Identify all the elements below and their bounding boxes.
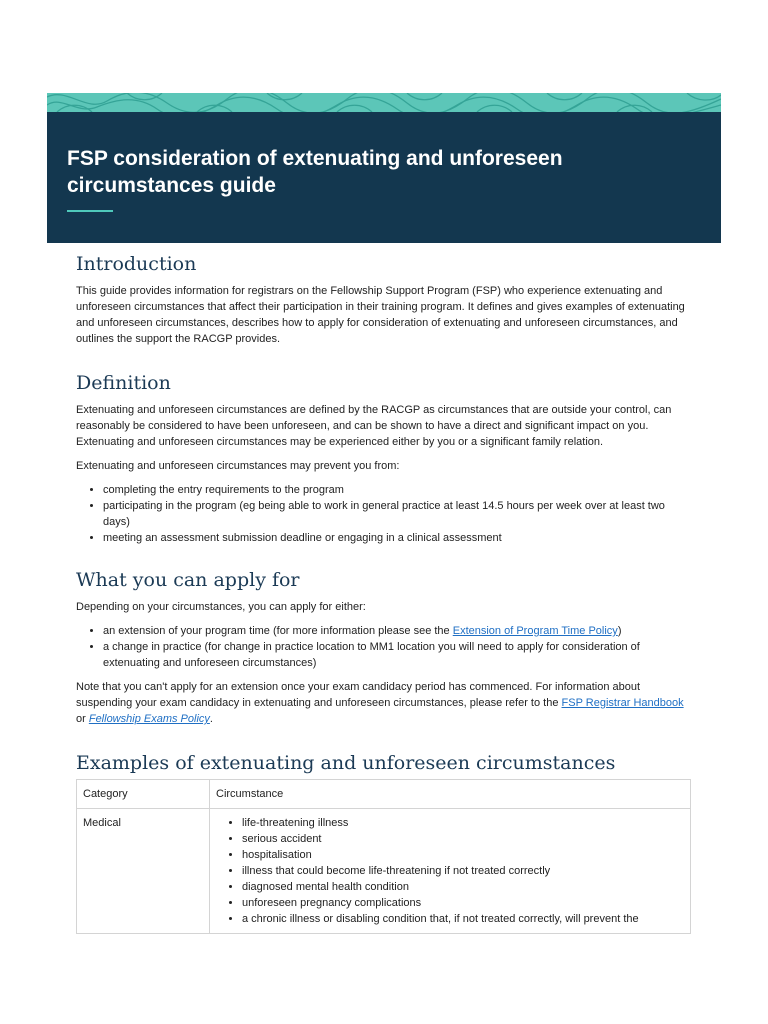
title-underline	[67, 210, 113, 212]
examples-heading: Examples of extenuating and unforeseen circumstances	[76, 752, 616, 774]
list-item: • meeting an assessment submission deadline or engaging in a clinical assessment	[103, 530, 691, 546]
list-item: • a chronic illness or disabling condition that, if not treated correctly, will prevent the	[242, 911, 684, 927]
introduction-section	[76, 252, 691, 347]
page-title: FSP consideration of extenuating and unforeseen circumstances guide	[67, 147, 563, 197]
list-item: • completing the entry requirements to the program	[103, 482, 691, 498]
table-header-row	[77, 780, 691, 809]
definition-section	[76, 371, 691, 546]
category-column-header: Category	[77, 780, 210, 809]
apply-heading: What you can apply for	[76, 569, 300, 591]
list-item	[103, 623, 691, 639]
item-text: an extension of your program time (for more information please see the	[103, 625, 453, 637]
circumstance-cell	[210, 809, 691, 934]
category-cell: Medical	[77, 809, 210, 934]
list-item: • life-threatening illness	[242, 815, 684, 831]
main-content	[76, 252, 691, 934]
note-text: Note that you can't apply for an extension once your exam candidacy period has commenced. For information about suspending your exam candidacy in extenuating and unforeseen circumstances, please refer to the	[76, 681, 641, 709]
list-item: • a change in practice (for change in practice location to MM1 location you will need to apply for consideration of extenuating and unforeseen circumstances)	[103, 639, 691, 671]
definition-heading: Definition	[76, 372, 171, 394]
list-item: • serious accident	[242, 831, 684, 847]
title-banner	[47, 112, 721, 243]
list-item: • unforeseen pregnancy complications	[242, 895, 684, 911]
exams-policy-link[interactable]: Fellowship Exams Policy	[88, 713, 210, 725]
extension-policy-link[interactable]: Extension of Program Time Policy	[452, 625, 618, 637]
examples-section	[76, 751, 691, 934]
note-or: or	[76, 713, 89, 725]
circumstance-column-header: Circumstance	[210, 780, 691, 809]
prevent-intro-text: Extenuating and unforeseen circumstances may prevent you from:	[76, 460, 400, 472]
table-row	[77, 809, 691, 934]
pattern-graphic	[47, 93, 721, 112]
apply-section	[76, 568, 691, 727]
apply-note	[76, 679, 691, 727]
apply-list	[76, 623, 691, 671]
apply-intro-text: Depending on your circumstances, you can apply for either:	[76, 601, 366, 613]
introduction-heading: Introduction	[76, 253, 197, 275]
decorative-pattern-strip	[47, 93, 721, 112]
registrar-handbook-link[interactable]: FSP Registrar Handbook	[561, 697, 684, 709]
note-end: .	[209, 713, 213, 725]
definition-text: Extenuating and unforeseen circumstances are defined by the RACGP as circumstances that are outside your control, can reasonably be considered to have been unforeseen, and can be shown to have a direct and significant impact on you. Extenuating and unforeseen circumstances may be experienced either by you or a significant family relation.	[76, 404, 672, 448]
list-item: • diagnosed mental health condition	[242, 879, 684, 895]
prevent-list	[76, 482, 691, 546]
list-item: • illness that could become life-threatening if not treated correctly	[242, 863, 684, 879]
examples-table	[76, 779, 691, 934]
list-item: • hospitalisation	[242, 847, 684, 863]
introduction-text: This guide provides information for registrars on the Fellowship Support Program (FSP) who experience extenuating and unforeseen circumstances that affect their participation in their training program. It defines and gives examples of extenuating and unforeseen circumstances, describes how to apply for consideration of extenuating and unforeseen circumstances, and outlines the support the RACGP provides.	[76, 285, 685, 345]
circumstance-list	[216, 815, 684, 927]
list-item: • participating in the program (eg being able to work in general practice at least 14.5 hours per week over at least two days)	[103, 498, 691, 530]
item-text-end: )	[617, 625, 622, 637]
